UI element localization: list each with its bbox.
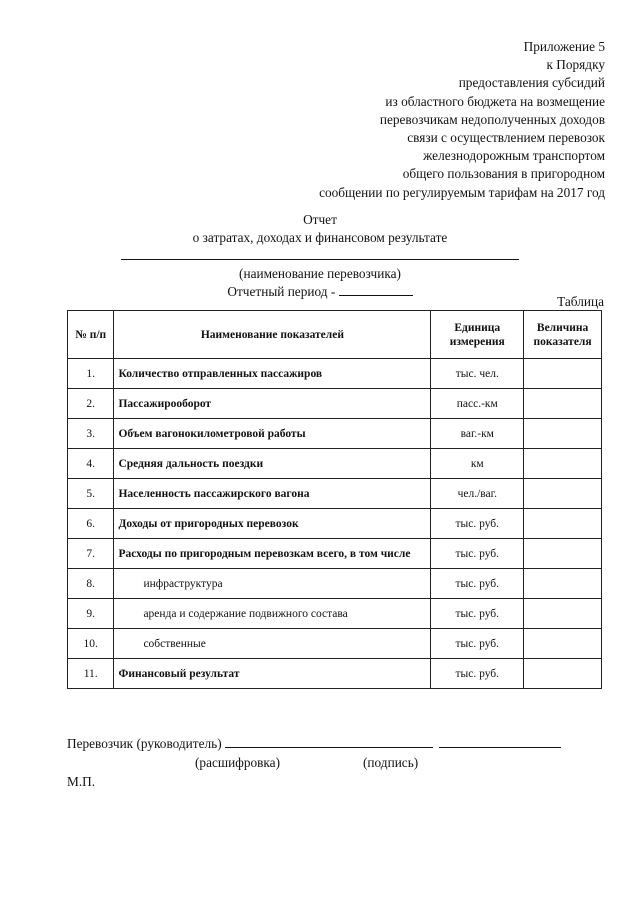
row-number: 6. <box>68 509 114 539</box>
signer-label: Перевозчик (руководитель) <box>67 736 225 751</box>
report-header <box>0 211 640 301</box>
column-header-value: Величина показателя <box>524 311 602 359</box>
table-row <box>68 509 602 539</box>
row-unit: км <box>431 449 524 479</box>
row-name: собственные <box>114 629 431 659</box>
row-value-cell[interactable] <box>524 539 602 569</box>
indicators-table <box>67 310 602 689</box>
column-header-number: № п/п <box>68 311 114 359</box>
row-name: Финансовый результат <box>114 659 431 689</box>
table-row <box>68 629 602 659</box>
table-row <box>68 539 602 569</box>
row-unit: тыс. руб. <box>431 569 524 599</box>
row-unit: тыс. руб. <box>431 629 524 659</box>
period-field[interactable] <box>339 283 413 296</box>
row-name: Количество отправленных пассажиров <box>114 359 431 389</box>
row-number: 1. <box>68 359 114 389</box>
row-value-cell[interactable] <box>524 389 602 419</box>
row-unit: тыс. руб. <box>431 599 524 629</box>
row-value-cell[interactable] <box>524 659 602 689</box>
decoding-caption: (расшифровка) <box>195 755 281 770</box>
row-name: инфраструктура <box>114 569 431 599</box>
row-name: Доходы от пригородных перевозок <box>114 509 431 539</box>
table-row <box>68 599 602 629</box>
row-number: 3. <box>68 419 114 449</box>
signature-captions <box>67 753 561 772</box>
signature-caption: (подпись) <box>363 755 419 770</box>
row-name: Пассажирооборот <box>114 389 431 419</box>
row-unit: пасс.-км <box>431 389 524 419</box>
carrier-name-field[interactable] <box>121 249 519 260</box>
row-number: 5. <box>68 479 114 509</box>
row-number: 8. <box>68 569 114 599</box>
carrier-name-caption: (наименование перевозчика) <box>239 266 401 281</box>
appendix-line: к Порядку <box>546 57 605 73</box>
table-label: Таблица <box>557 294 604 309</box>
table-row <box>68 419 602 449</box>
row-unit: тыс. чел. <box>431 359 524 389</box>
row-value-cell[interactable] <box>524 599 602 629</box>
row-unit: чел./ваг. <box>431 479 524 509</box>
row-number: 2. <box>68 389 114 419</box>
row-value-cell[interactable] <box>524 479 602 509</box>
table-row <box>68 359 602 389</box>
table-row <box>68 479 602 509</box>
appendix-line: связи с осуществлением перевозок <box>407 130 605 146</box>
row-value-cell[interactable] <box>524 509 602 539</box>
row-name: аренда и содержание подвижного состава <box>114 599 431 629</box>
row-unit: тыс. руб. <box>431 509 524 539</box>
appendix-line: из областного бюджета на возмещение <box>385 93 605 109</box>
row-number: 4. <box>68 449 114 479</box>
row-number: 10. <box>68 629 114 659</box>
row-number: 9. <box>68 599 114 629</box>
seal-placeholder: М.П. <box>67 774 96 789</box>
row-number: 7. <box>68 539 114 569</box>
period-label: Отчетный период - <box>227 284 339 299</box>
reporting-period <box>0 283 640 301</box>
row-value-cell[interactable] <box>524 359 602 389</box>
signature-block <box>67 734 561 791</box>
signature-field[interactable] <box>439 735 561 748</box>
table-row <box>68 659 602 689</box>
signer-line <box>67 734 561 753</box>
row-name: Расходы по пригородным перевозкам всего, в том числе <box>114 539 431 569</box>
row-value-cell[interactable] <box>524 419 602 449</box>
table-row <box>68 449 602 479</box>
row-unit: ваг.-км <box>431 419 524 449</box>
row-value-cell[interactable] <box>524 569 602 599</box>
row-number: 11. <box>68 659 114 689</box>
appendix-line: общего пользования в пригородном <box>402 166 605 182</box>
appendix-line: предоставления субсидий <box>458 75 605 91</box>
report-title: Отчет <box>303 212 337 227</box>
decoding-field[interactable] <box>225 735 433 748</box>
row-value-cell[interactable] <box>524 449 602 479</box>
column-header-unit: Единица измерения <box>431 311 524 359</box>
appendix-line: железнодорожным транспортом <box>423 148 605 164</box>
row-name: Населенность пассажирского вагона <box>114 479 431 509</box>
table-row <box>68 389 602 419</box>
row-name: Объем вагонокилометровой работы <box>114 419 431 449</box>
row-unit: тыс. руб. <box>431 659 524 689</box>
row-value-cell[interactable] <box>524 629 602 659</box>
appendix-line: сообщении по регулируемым тарифам на 2017 год <box>319 184 605 200</box>
report-subtitle: о затратах, доходах и финансовом результате <box>192 230 448 245</box>
appendix-reference <box>319 38 605 202</box>
column-header-name: Наименование показателей <box>114 311 431 359</box>
appendix-line: Приложение 5 <box>523 39 605 54</box>
row-name: Средняя дальность поездки <box>114 449 431 479</box>
table-row <box>68 569 602 599</box>
appendix-line: перевозчикам недополученных доходов <box>379 111 605 127</box>
row-unit: тыс. руб. <box>431 539 524 569</box>
table-header-row <box>68 311 602 359</box>
